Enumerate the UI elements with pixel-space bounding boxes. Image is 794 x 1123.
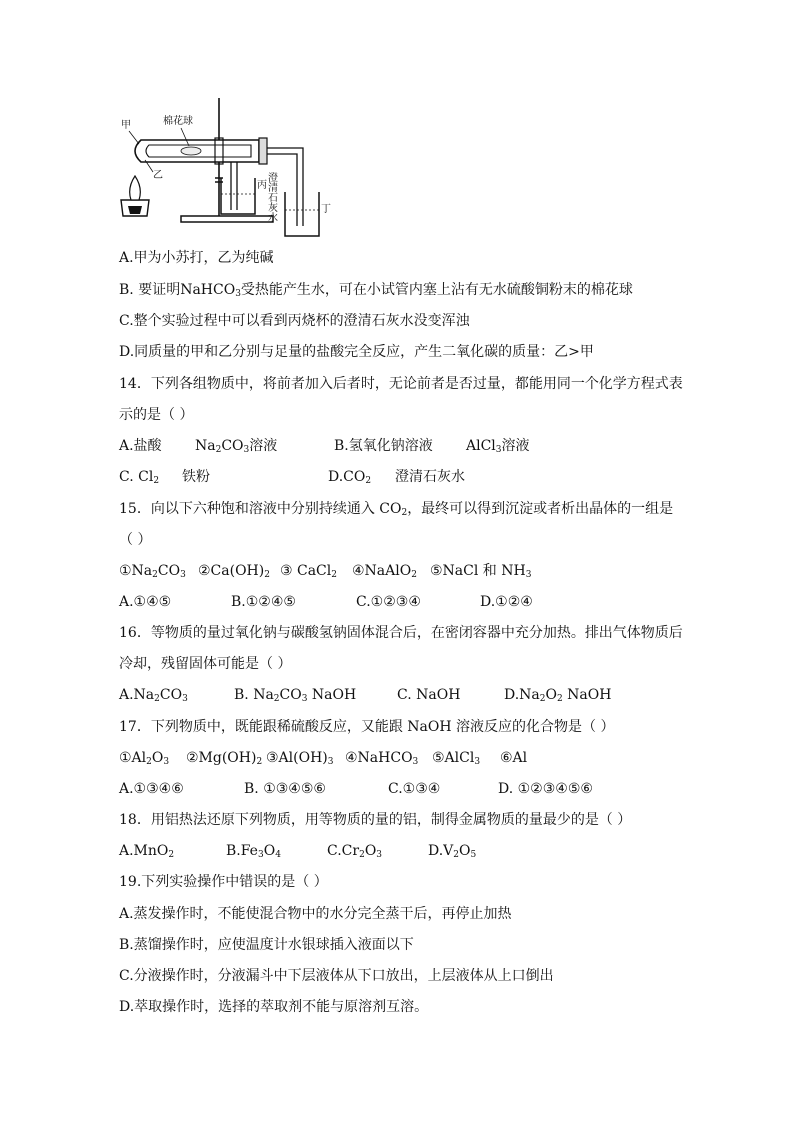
q15-stem-line2: （ ） bbox=[119, 532, 152, 548]
q15-item-2: $②Ca(OH)_2$ bbox=[198, 563, 270, 580]
q14-option-d-target: 澄清石灰水 bbox=[395, 469, 465, 485]
q14-option-a-reagent: A.盐酸 bbox=[119, 438, 162, 454]
q17-option-c: C.①③④ bbox=[388, 781, 441, 797]
q19-option-a: A.蒸发操作时，不能使混合物中的水分完全蒸干后，再停止加热 bbox=[119, 906, 512, 922]
q17-item-2: $②Mg(OH)_2$ bbox=[186, 750, 263, 767]
q16-option-b: B. $Na_2CO_3$ NaOH bbox=[234, 687, 357, 704]
label-limewater: 澄清石灰水 bbox=[265, 172, 277, 222]
q14-option-d-reagent: $D.CO_2$ bbox=[328, 469, 372, 486]
label-ding: 丁 bbox=[321, 204, 331, 215]
q17-item-1: $①Al_2O_3$ bbox=[119, 750, 170, 767]
q16-stem-line2: 冷却，残留固体可能是（ ） bbox=[119, 656, 292, 672]
q18-option-a: A.MnO$_2$ bbox=[119, 843, 175, 860]
q19-option-c: C.分液操作时，分液漏斗中下层液体从下口放出，上层液体从上口倒出 bbox=[119, 968, 554, 984]
q17-item-4: ④NaHCO$_3$ bbox=[345, 750, 419, 767]
q18-option-c: $C.Cr_2O_3$ bbox=[327, 843, 383, 860]
q17-option-a: A.①③④⑥ bbox=[119, 781, 184, 797]
q17-option-b: B. ①③④⑤⑥ bbox=[244, 781, 326, 797]
q14-option-b-target: AlCl$_3$溶液 bbox=[466, 438, 530, 455]
q18-stem: 18．用铝热法还原下列物质，用等物质的量的铝，制得金属物质的量最少的是（ ） bbox=[119, 812, 632, 828]
label-yi: 乙 bbox=[153, 170, 163, 181]
q15-stem-line1: 15．向以下六种饱和溶液中分别持续通入 $CO_2$，最终可以得到沉淀或者析出晶体的一组是 bbox=[119, 501, 674, 518]
q14-option-b-reagent: B.氢氧化钠溶液 bbox=[334, 438, 433, 454]
q19-option-b: B.蒸馏操作时，应使温度计水银球插入液面以下 bbox=[119, 937, 414, 953]
q17-item-5: ⑤AlCl$_3$ bbox=[432, 750, 481, 767]
q17-stem: 17．下列物质中，既能跟稀硫酸反应，又能跟 NaOH 溶液反应的化合物是（ ） bbox=[119, 719, 615, 735]
q18-option-d: $D.V_2O_5$ bbox=[428, 843, 477, 860]
q15-item-1: $①Na_2CO_3$ bbox=[119, 563, 186, 580]
q15-option-d: D.①②④ bbox=[480, 594, 533, 610]
q14-stem-line2: 示的是（ ） bbox=[119, 407, 194, 423]
q14-option-c-target: 铁粉 bbox=[182, 469, 210, 485]
q13-option-d: D.同质量的甲和乙分别与足量的盐酸完全反应，产生二氧化碳的质量：乙>甲 bbox=[119, 344, 594, 360]
q13-option-b: B. 要证明NaHCO$_3$受热能产生水，可在小试管内塞上沾有无水硫酸铜粉末的棉花球 bbox=[119, 282, 633, 299]
apparatus-diagram bbox=[119, 98, 351, 244]
q16-stem-line1: 16．等物质的量过氧化钠与碳酸氢钠固体混合后，在密闭容器中充分加热。排出气体物质后 bbox=[119, 625, 683, 641]
q17-option-d: D. ①②③④⑤⑥ bbox=[498, 781, 593, 797]
q18-option-b: $B.Fe_3O_4$ bbox=[226, 843, 281, 860]
label-jia: 甲 bbox=[121, 120, 131, 131]
q17-item-6: ⑥Al bbox=[500, 750, 528, 766]
q15-option-b: B.①②④⑤ bbox=[231, 594, 296, 610]
apparatus-figure bbox=[119, 98, 351, 244]
q15-option-c: C.①②③④ bbox=[356, 594, 421, 610]
q17-item-3: $③Al(OH)_3$ bbox=[266, 750, 334, 767]
q16-option-c: C. NaOH bbox=[397, 687, 461, 703]
q13-option-a: A.甲为小苏打，乙为纯碱 bbox=[119, 250, 274, 266]
q15-item-3: ③ CaCl$_2$ bbox=[280, 563, 337, 580]
q15-item-5: ⑤NaCl 和 $NH_3$ bbox=[430, 563, 532, 580]
q16-option-d: $D.Na_2O_2$ NaOH bbox=[504, 687, 612, 704]
label-cotton: 棉花球 bbox=[163, 116, 193, 127]
q14-stem-line1: 14．下列各组物质中，将前者加入后者时，无论前者是否过量，都能用同一个化学方程式表 bbox=[119, 376, 683, 392]
q14-option-a-target: $Na_2CO_3$溶液 bbox=[195, 438, 278, 455]
q19-stem: 19.下列实验操作中错误的是（ ） bbox=[119, 874, 328, 890]
label-bing: 丙 bbox=[257, 180, 267, 191]
q19-option-d: D.萃取操作时，选择的萃取剂不能与原溶剂互溶。 bbox=[119, 999, 429, 1015]
q13-option-c: C.整个实验过程中可以看到丙烧杯的澄清石灰水没变浑浊 bbox=[119, 313, 470, 329]
q15-item-4: ④NaAlO$_2$ bbox=[352, 563, 417, 580]
q15-option-a: A.①④⑤ bbox=[119, 594, 172, 610]
q16-option-a: $A.Na_2CO_3$ bbox=[119, 687, 188, 704]
q14-option-c-reagent: C. $Cl_2$ bbox=[119, 469, 160, 486]
